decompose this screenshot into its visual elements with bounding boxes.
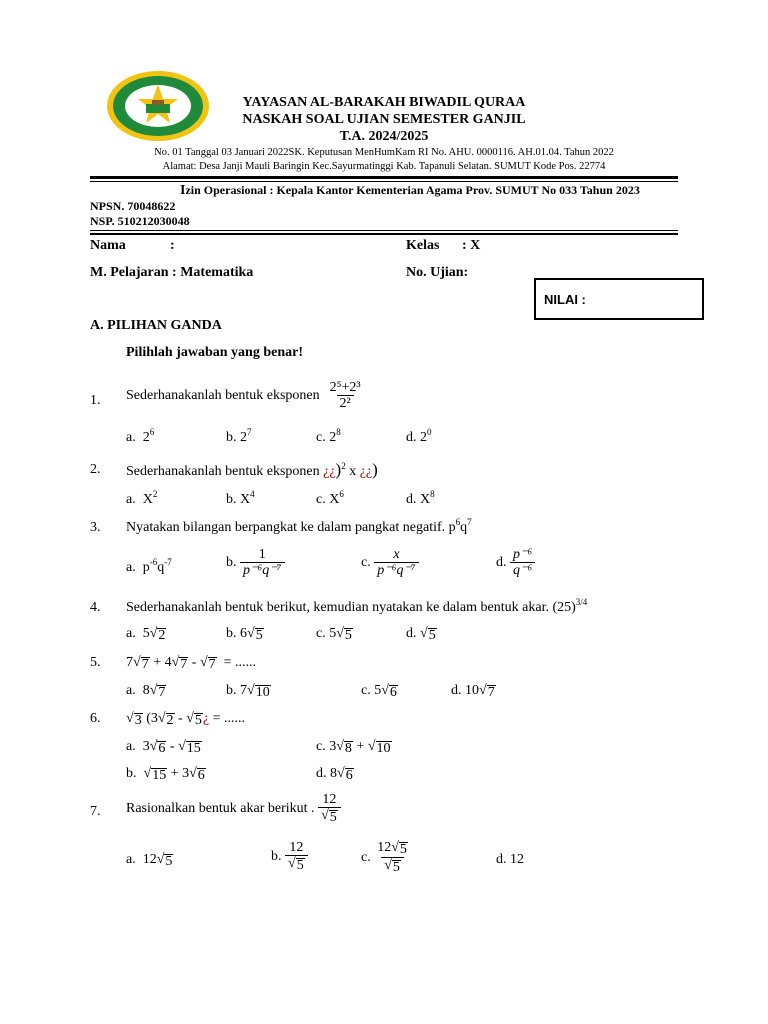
q3-text: Nyatakan bilangan berpangkat ke dalam pangkat negatif. $p^6q^7$ [126,517,472,535]
q1-number: 1. [90,393,101,408]
q3-option-a: a. $p^{-6}q^{-7}$ [126,557,172,575]
no-ujian-label: No. Ujian: [406,265,469,280]
form-rule-thin [90,233,678,235]
decree-line: No. 01 Tanggal 03 Januari 2022SK. Keputusan MenHumKam RI No. AHU. 0000116. AH.01.04. Tahun 2022 [154,147,614,158]
academic-year: T.A. 2024/2025 [339,129,429,144]
section-title: A. PILIHAN GANDA [90,318,222,333]
mapel-label: M. Pelajaran : Matematika [90,265,254,280]
q7-option-a: a. 12 √ 5 [126,852,173,869]
q5-text: 7 √ 7 + 4 √ 7 - √ 7 = ...... [126,655,257,672]
q1-text: Sederhanakanlah bentuk eksponen $\frac{\text{2⁵+2³}}{\text{2²}}$ [126,380,364,412]
q3-option-b: b. $\frac{1}{\text{p⁻⁶q⁻⁷}}$ [226,547,285,579]
q6-text: √ 3 (3 √ 2 - √ 5 ¿ = ...... [126,711,246,728]
nilai-label: NILAI : [544,292,586,307]
nama-label: Nama [90,238,126,253]
nilai-box [534,278,704,320]
address-line: Alamat: Desa Janji Mauli Baringin Kec.Sayurmatinggi Kab. Tapanuli Selatan. SUMUT Kode Pos. 22774 [162,161,606,172]
instruction: Pilihlah jawaban yang benar! [126,345,303,360]
q2-option-c: c. $X^6$ [316,489,344,507]
q5-number: 5. [90,655,101,670]
q3-number: 3. [90,520,101,535]
q2-option-d: d. $X^8$ [406,489,435,507]
q4-option-a: a. 5 √ 2 [126,626,166,643]
q6-option-b: b. √ 15 + 3 √ 6 [126,766,205,783]
q5-option-b: b. 7 √ 10 [226,683,270,700]
q5-option-a: a. 8 √ 7 [126,683,166,700]
q7-option-b: b. 12 √ 5 [271,840,308,873]
q6-number: 6. [90,711,101,726]
nsp: NSP. 510212030048 [90,214,190,228]
nama-colon: : [170,238,175,253]
q7-option-c: c. 12 √ 5 √ 5 [361,840,407,875]
q3-option-d: d. $\frac{\text{p⁻⁶}}{\text{q⁻⁶}}$ [496,547,535,579]
header-rule-thin [90,181,678,182]
permit-line: Izin Operasional : Kepala Kantor Kementerian Agama Prov. SUMUT No 033 Tahun 2023 [180,183,640,198]
npsn: NPSN. 70048622 [90,199,176,213]
q4-text: Sederhanakanlah bentuk berikut, kemudian nyatakan ke dalam bentuk akar. $(25)^{3/4}$ [126,597,588,615]
q6-option-d: d. 8 √ 6 [316,766,353,783]
q1-option-b: b. $2^7$ [226,427,252,445]
q4-option-d: d. √ 5 [406,626,436,643]
kelas-value: : X [462,238,481,253]
exam-title: NASKAH SOAL UJIAN SEMESTER GANJIL [242,112,526,127]
kelas-label: Kelas [406,238,440,253]
q6-option-a: a. 3 √ 6 - √ 15 [126,739,201,756]
header-rule-thick [90,176,678,179]
q6-option-c: c. 3 √ 8 + √ 10 [316,739,391,756]
q2-option-b: b. $X^4$ [226,489,255,507]
q1-fraction: $\frac{\text{2⁵+2³}}{\text{2²}}$ [329,380,361,411]
q5-option-d: d. 10 √ 7 [451,683,495,700]
q7-option-d: d. 12 [496,852,524,867]
q1-option-d: d. $2^0$ [406,427,432,445]
q2-option-a: a. $X^2$ [126,489,158,507]
org-name: YAYASAN AL-BARAKAH BIWADIL QURAA [242,95,526,110]
q1-option-a: a. $2^6$ [126,427,155,445]
q2-text: Sederhanakanlah bentuk eksponen ¿¿)$^2$ x ¿¿) [126,460,378,479]
q4-option-b: b. 6 √ 5 [226,626,263,643]
q5-option-c: c. 5 √ 6 [361,683,397,700]
q7-text: Rasionalkan bentuk akar berikut . 12 √ 5 [126,792,341,825]
q3-option-c: c. $\frac{x}{\text{p⁻⁶q⁻⁷}}$ [361,547,419,579]
q4-option-c: c. 5 √ 5 [316,626,352,643]
form-rule-thick [90,230,678,231]
q7-number: 7. [90,804,101,819]
school-logo [106,70,210,142]
q4-number: 4. [90,600,101,615]
q2-number: 2. [90,462,101,477]
q1-option-c: c. $2^8$ [316,427,341,445]
